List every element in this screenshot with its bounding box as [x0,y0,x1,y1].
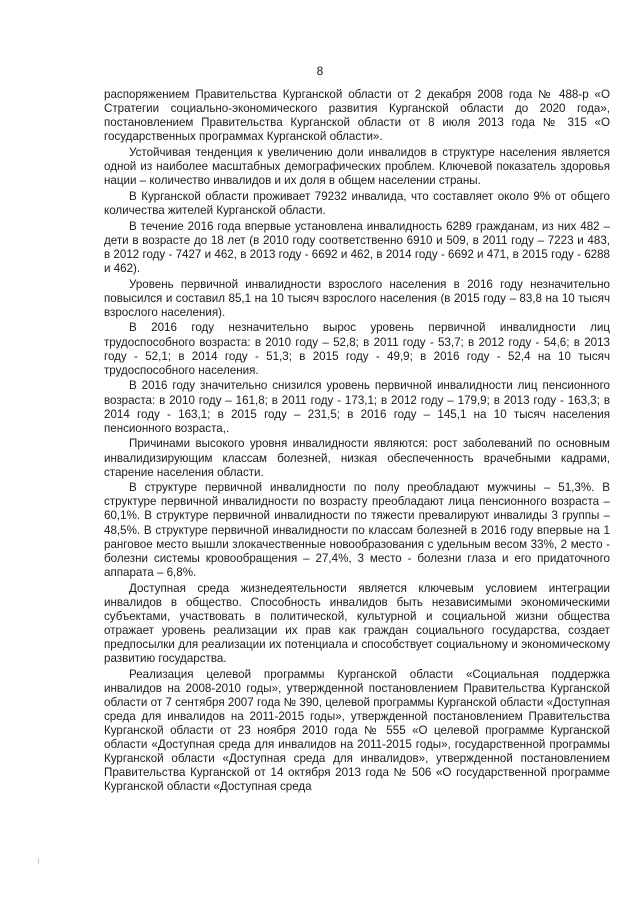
paragraph: В 2016 году незначительно вырос уровень первичной инвалидности лиц трудоспособного возраста: в 2010 году – 52,8; в 2011 году - 53,7; в 2012 году - 54,6; в 2013 году - 52,1; в 2014 году - 51,3; в 2015 году - 49,9; в 2016 году - 52,4 на 10 тысяч трудоспособного населения. [104,321,610,377]
paragraph: Реализация целевой программы Курганской области «Социальная поддержка инвалидов на 2008-2010 годы», утвержденной постановлением Правительства Курганской области от 7 сентября 2007 года № 390, целевой программы Курганской области «Доступная среда для инвалидов на 2011-2015 годы», утвержденной постановлением Правительства Курганской области от 23 ноября 2010 года № 555 «О целевой программе Курганской области «Доступная среда для инвалидов на 2011-2015 годы», государственной программы Курганской области «Доступная среда для инвалидов», утвержденной постановлением Правительства Курганской от 14 октября 2013 года № 506 «О государственной программе Курганской области «Доступная среда [104,667,610,794]
paragraph: В структуре первичной инвалидности по полу преобладают мужчины – 51,3%. В структуре первичной инвалидности по возрасту преобладают лица пенсионного возраста – 60,1%. В структуре первичной инвалидности по тяжести превалируют инвалиды 3 группы – 48,5%. В структуре первичной инвалидности по классам болезней в 2016 году впервые на 1 ранговое место вышли злокачественные новообразования с удельным весом 33%, 2 место - болезни системы кровообращения – 27,4%, 3 место - болезни глаза и его придаточного аппарата – 6,8%. [104,481,610,579]
paragraph: В Курганской области проживает 79232 инвалида, что составляет около 9% от общего количества жителей Курганской области. [104,189,610,217]
scan-edge-mark [38,858,39,864]
paragraph: В течение 2016 года впервые установлена инвалидность 6289 гражданам, из них 482 – дети в возрасте до 18 лет (в 2010 году соответственно 6910 и 509, в 2011 году – 7223 и 483, в 2012 году - 7427 и 462, в 2013 году - 6692 и 462, в 2014 году - 6692 и 471, в 2015 году - 6288 и 462). [104,219,610,275]
document-body [104,88,610,796]
paragraph: В 2016 году значительно снизился уровень первичной инвалидности лиц пенсионного возраста: в 2010 году – 161,8; в 2011 году - 173,1; в 2012 году – 179,9; в 2013 году - 163,3; в 2014 году - 163,1; в 2015 году – 231,5; в 2016 году – 145,1 на 10 тысяч населения пенсионного возраста,. [104,379,610,435]
paragraph: Уровень первичной инвалидности взрослого населения в 2016 году незначительно повысился и составил 85,1 на 10 тысяч взрослого населения (в 2015 году – 83,8 на 10 тысяч взрослого населения). [104,277,610,319]
paragraph: Причинами высокого уровня инвалидности являются: рост заболеваний по основным инвалидизирующим классам болезней, низкая обеспеченность врачебными кадрами, старение населения области. [104,437,610,479]
paragraph: Устойчивая тенденция к увеличению доли инвалидов в структуре населения является одной из наиболее масштабных демографических проблем. Ключевой показатель здоровья нации – количество инвалидов и их доля в общем населении страны. [104,145,610,188]
paragraph-continuation: распоряжением Правительства Курганской области от 2 декабря 2008 года № 488-р «О Стратегии социально-экономического развития Курганской области до 2020 года», постановлением Правительства Курганской области от 8 июля 2013 года № 315 «О государственных программах Курганской области». [104,88,610,144]
paragraph: Доступная среда жизнедеятельности является ключевым условием интеграции инвалидов в общество. Способность инвалидов быть независимыми экономическими субъектами, участвовать в политической, культурной и социальной жизни общества отражает уровень реализации их прав как граждан социального государства, создает предпосылки для реализации их потенциала и способствует социальному и экономическому развитию государства. [104,581,610,665]
page-number: 8 [316,64,324,78]
